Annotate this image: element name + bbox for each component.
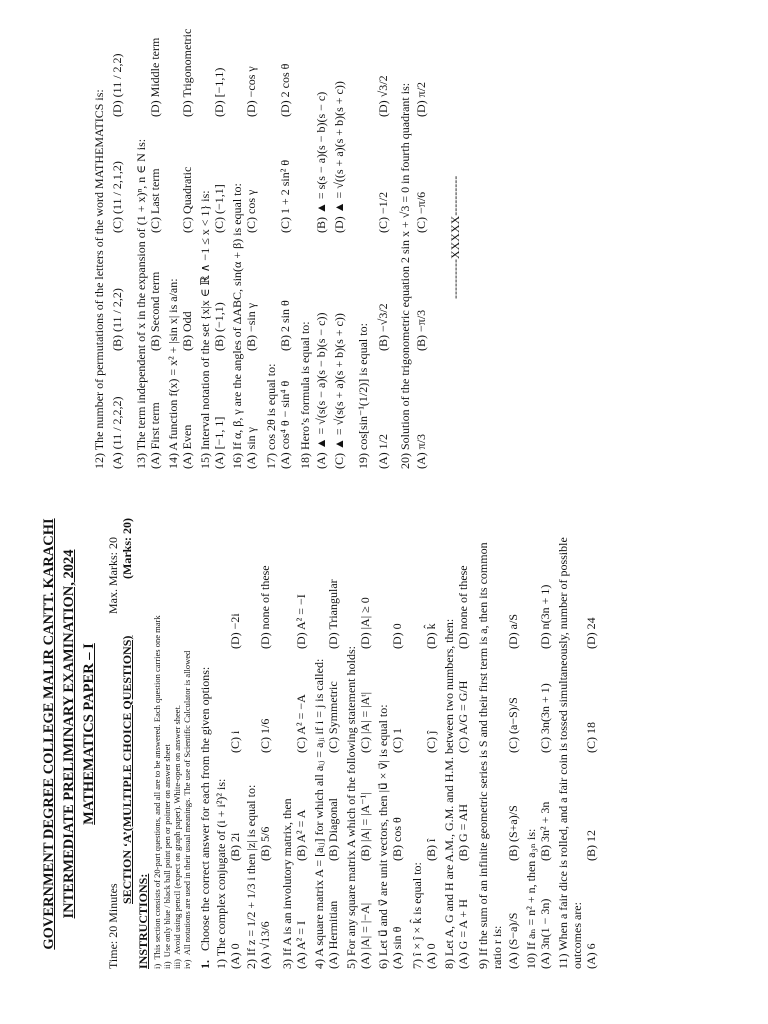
question-1: 1) The complex conjugate of (i + i²)² is:: [214, 778, 228, 969]
question-6: 6) Let u⃗ and v⃗ are unit vectors, then |u⃗ × v⃗| is equal to:: [376, 704, 390, 969]
option-b[interactable]: (B) 5/6: [258, 826, 272, 861]
option-c[interactable]: (C) Last term: [148, 168, 162, 233]
option-b[interactable]: (B) î: [424, 838, 438, 861]
option-a[interactable]: (A) (S−a)/S: [506, 912, 520, 969]
option-c[interactable]: (C) Quadratic: [180, 166, 194, 233]
option-c[interactable]: (C) (a−S)/S: [506, 697, 520, 753]
option-c[interactable]: (C) (11 / 2,1,2): [110, 161, 124, 233]
option-d[interactable]: (D) −cos γ: [244, 66, 258, 117]
option-d[interactable]: (D) |A| ≥ 0: [358, 597, 372, 649]
option-a[interactable]: (A) (11 / 2,2,2): [110, 396, 124, 469]
section-marks: (Marks: 20): [120, 518, 134, 579]
option-a[interactable]: (A) [−1, 1]: [212, 416, 226, 469]
option-a[interactable]: (A) 1/2: [376, 434, 390, 469]
time-label: Time: 20 Minutes: [106, 883, 120, 969]
option-b[interactable]: (B) A² = A: [294, 809, 308, 861]
option-b[interactable]: (B) ▲ = s(s − a)(s − b)(s − c): [314, 91, 328, 233]
option-c[interactable]: (C) ĵ: [424, 730, 438, 753]
question-19: 19) cos[sin⁻¹(1/2)] is equal to:: [356, 323, 370, 469]
option-d[interactable]: (D) −2i: [228, 613, 242, 649]
question-15: 15) Interval notation of the set {x|x ∈ ℝ ∧ −1 ≤ x < 1} is:: [198, 190, 212, 469]
option-a[interactable]: (A) G = A + H: [456, 899, 470, 969]
question-4: 4) A square matrix A = [aᵢⱼ] for which all aᵢⱼ = aⱼᵢ if i = j is called:: [312, 658, 326, 969]
option-b[interactable]: (B) Odd: [180, 311, 194, 351]
option-a[interactable]: (A) √13/6: [258, 921, 272, 969]
question-3: 3) If A is an involutory matrix, then: [280, 798, 294, 969]
option-d[interactable]: (D) n(3n + 1): [538, 584, 552, 649]
option-a[interactable]: (A) ▲ = √(s(s − a)(s − b)(s − c)): [314, 312, 328, 469]
end-marker: ----------XXXXX----------: [448, 175, 462, 299]
option-b[interactable]: (B) cos θ: [390, 817, 404, 861]
option-b[interactable]: (B) 12: [584, 830, 598, 861]
option-a[interactable]: (A) A² = I: [294, 920, 308, 969]
option-c[interactable]: (C) 1: [390, 728, 404, 753]
option-b[interactable]: (B) (S+a)/S: [506, 805, 520, 861]
max-marks-label: Max. Marks: 20: [106, 537, 120, 614]
question-17: 17) cos 2θ is equal to:: [264, 363, 278, 469]
left-column: [0, 499, 768, 969]
question-13: 13) The term independent of x in the expansion of (1 + x)ⁿ, n ∈ N is:: [134, 138, 148, 469]
question-14: 14) A function f(x) = x² + |sin x| is a/an:: [166, 278, 180, 469]
question-2: 2) If z = 1/2 + 1/3 i then |z| is equal to:: [244, 784, 258, 969]
option-d[interactable]: (D) none of these: [258, 565, 272, 649]
option-c[interactable]: (C) ▲ = √(s(s + a)(s + b)(s + c)): [332, 313, 346, 469]
option-b[interactable]: (B) G = AH: [456, 803, 470, 861]
instruction-item: ii) Use only blue / black ball point pen or pointer on answer sheet: [162, 744, 172, 969]
option-a[interactable]: (A) |A| = |−A|: [358, 902, 372, 969]
option-d[interactable]: (D) [−1,1): [212, 67, 226, 117]
option-c[interactable]: (C) −1/2: [376, 191, 390, 233]
option-a[interactable]: (A) Even: [180, 424, 194, 469]
exam-title: INTERMEDIATE PRELIMINARY EXAMINATION, 2024: [61, 549, 77, 919]
option-a[interactable]: (A) First term: [148, 402, 162, 469]
option-d[interactable]: (D) π/2: [414, 81, 428, 117]
option-c[interactable]: (C) 1 + 2 sin² θ: [278, 159, 292, 233]
option-a[interactable]: (A) Hermitian: [326, 900, 340, 969]
question-10: 10) If aₙ = n² + n, then a₃ₙ is:: [524, 828, 538, 969]
option-b[interactable]: (B) 3n² + 3n: [538, 801, 552, 861]
option-a[interactable]: (A) 3n(1 − 3n): [538, 898, 552, 969]
option-c[interactable]: (C) A² = −A: [294, 694, 308, 753]
option-b[interactable]: (B) −sin γ: [244, 302, 258, 351]
question-8: 8) Let A, G and H are A.M., G.M. and H.M. between two numbers, then:: [442, 618, 456, 969]
question-7: 7) î × ĵ × k̂ is equal to:: [410, 862, 424, 969]
option-c[interactable]: (C) cos γ: [244, 189, 258, 233]
option-d[interactable]: (D) (11 / 2,2): [110, 53, 124, 117]
option-d[interactable]: (D) 24: [584, 617, 598, 649]
question-11-cont: outcomes are:: [570, 902, 584, 969]
option-b[interactable]: (B) −√3/2: [376, 303, 390, 351]
option-c[interactable]: (C) Symmetric: [326, 681, 340, 753]
time-marks-row: [106, 499, 120, 969]
option-b[interactable]: (B) |A| = |A⁻¹|: [358, 792, 372, 861]
question-11: 11) When a fair dice is rolled, and a fair coin is tossed simultaneously, number of possible: [556, 537, 570, 969]
right-column: [0, 14, 768, 469]
instructions-title: INSTRUCTIONS:: [136, 873, 150, 969]
option-b[interactable]: (B) (−1,1): [212, 302, 226, 351]
option-c[interactable]: (C) 1/6: [258, 718, 272, 753]
instruction-item: i) This section consists of 20-part questions, and all are to be answered. Each question carries one mark: [152, 615, 162, 969]
option-d[interactable]: (D) 0: [390, 623, 404, 649]
option-a[interactable]: (A) 0: [424, 943, 438, 969]
option-d[interactable]: (D) k̂: [424, 623, 438, 649]
option-b[interactable]: (B) Second term: [148, 271, 162, 351]
option-c[interactable]: (C) i: [228, 730, 242, 753]
option-d[interactable]: (D) Trigonometric: [180, 28, 194, 117]
option-b[interactable]: (B) 2 sin θ: [278, 300, 292, 351]
question-18: 18) Hero’s formula is equal to:: [298, 321, 312, 469]
option-a[interactable]: (A) 6: [584, 943, 598, 969]
question-12: 12) The number of permutations of the letters of the word MATHEMATICS is:: [92, 89, 106, 469]
option-a[interactable]: (A) cos⁴ θ − sin⁴ θ: [278, 380, 292, 469]
option-d[interactable]: (D) Middle term: [148, 37, 162, 117]
option-c[interactable]: (C) 3n(3n + 1): [538, 683, 552, 753]
instruction-item: iii) Avoid using pencil (expect on graph paper). White-open on answer sheet.: [172, 704, 182, 969]
option-a[interactable]: (A) sin γ: [244, 427, 258, 469]
option-d[interactable]: (D) a/S: [506, 614, 520, 649]
instruction-item: iv) All notations are used in their usual meanings. The use of Scientific Calculator is allowed: [182, 650, 192, 969]
option-b[interactable]: (B) Diagonal: [326, 798, 340, 861]
question-5: 5) For any square matrix A which of the following statement holds:: [344, 646, 358, 969]
option-a[interactable]: (A) 0: [228, 943, 242, 969]
question-16: 16) If α, β, γ are the angles of ΔABC, sin(α + β) is equal to:: [230, 183, 244, 469]
option-b[interactable]: (B) 2i: [228, 832, 242, 861]
option-c[interactable]: (C) −π/6: [414, 191, 428, 233]
option-a[interactable]: (A) π/3: [414, 433, 428, 469]
option-d[interactable]: (D) A² = −I: [294, 594, 308, 649]
paper-title: MATHEMATICS PAPER – I: [81, 643, 97, 825]
option-d[interactable]: (D) Triangular: [326, 579, 340, 649]
option-a[interactable]: (A) sin θ: [390, 926, 404, 969]
option-c[interactable]: (C) (−1,1]: [212, 184, 226, 233]
option-c[interactable]: (C) |A| = |Aᵗ|: [358, 691, 372, 753]
option-d[interactable]: (D) ▲ = √((s + a)(s + b)(s + c)): [332, 81, 346, 233]
option-c[interactable]: (C) A/G = G/H: [456, 680, 470, 753]
college-title: GOVERNMENT DEGREE COLLEGE MALIR CANTT. KARACHI: [41, 518, 57, 950]
option-b[interactable]: (B) −π/3: [414, 309, 428, 351]
option-c[interactable]: (C) 18: [584, 722, 598, 753]
option-d[interactable]: (D) √3/2: [376, 75, 390, 117]
question-9-cont: ratio r is:: [490, 925, 504, 969]
option-b[interactable]: (B) (11 / 2,2): [110, 288, 124, 351]
question-intro: 1. Choose the correct answer for each from the given options:: [198, 666, 212, 969]
option-d[interactable]: (D) none of these: [456, 565, 470, 649]
question-20: 20) Solution of the trigonometric equation 2 sin x + √3 = 0 in fourth quadrant is:: [398, 82, 412, 469]
section-title: SECTION ‘A’(MULTIPLE CHOICE QUESTIONS): [120, 635, 134, 904]
question-9: 9) If the sum of an infinite geometric series is S and their first term is a, then its common: [476, 542, 490, 969]
option-d[interactable]: (D) 2 cos θ: [278, 63, 292, 117]
